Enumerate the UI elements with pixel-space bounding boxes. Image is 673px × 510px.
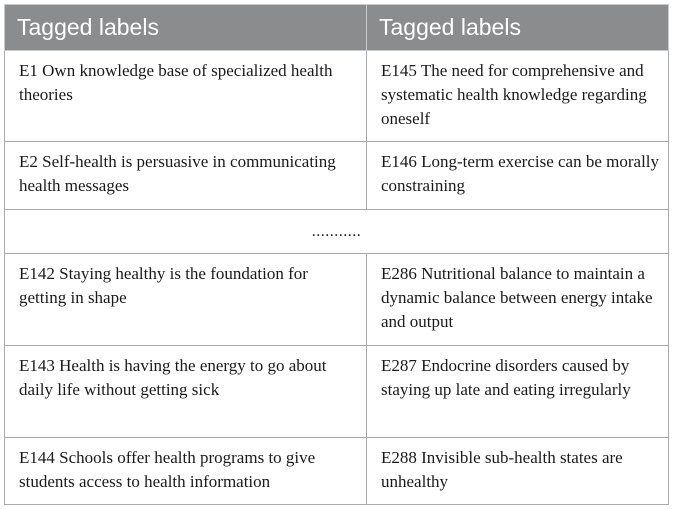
table-cell: E142 Staying healthy is the foundation for getting in shape <box>5 254 367 346</box>
table-cell: E146 Long-term exercise can be morally constraining <box>367 142 669 210</box>
tagged-labels-table <box>4 4 669 505</box>
column-header-left: Tagged labels <box>5 5 367 51</box>
table-cell: E1 Own knowledge base of specialized health theories <box>5 51 367 142</box>
table-cell: E288 Invisible sub-health states are unhealthy <box>367 438 669 505</box>
table-cell: E144 Schools offer health programs to give students access to health information <box>5 438 367 505</box>
ellipsis-cell: ........... <box>5 210 669 254</box>
table-cell: E143 Health is having the energy to go about daily life without getting sick <box>5 346 367 438</box>
header-row <box>5 5 669 51</box>
ellipsis-row <box>5 210 669 254</box>
table-row <box>5 438 669 505</box>
table-cell: E145 The need for comprehensive and systematic health knowledge regarding oneself <box>367 51 669 142</box>
table-cell: E286 Nutritional balance to maintain a dynamic balance between energy intake and output <box>367 254 669 346</box>
table-cell: E287 Endocrine disorders caused by staying up late and eating irregularly <box>367 346 669 438</box>
table-row <box>5 51 669 142</box>
table-cell: E2 Self-health is persuasive in communicating health messages <box>5 142 367 210</box>
table-row <box>5 142 669 210</box>
table-row <box>5 254 669 346</box>
table-row <box>5 346 669 438</box>
column-header-right: Tagged labels <box>367 5 669 51</box>
